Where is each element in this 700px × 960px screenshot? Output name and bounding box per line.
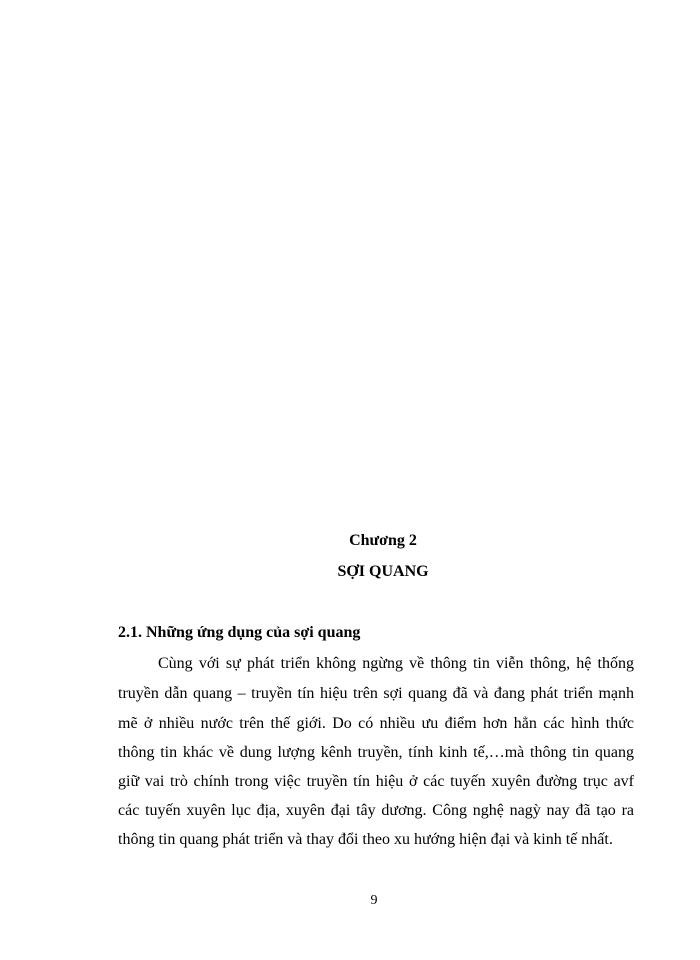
paragraph-line: giữ vai trò chính trong việc truyền tín hiệu ở các tuyến xuyên đường trục avf [118, 773, 634, 790]
paragraph-line: Cùng với sự phát triển không ngừng về thông tin viễn thông, hệ thống [158, 655, 634, 672]
chapter-title: SỢI QUANG [337, 563, 429, 580]
chapter-label: Chương 2 [349, 532, 417, 549]
paragraph-line: thông tin khác về dung lượng kênh truyền, tính kinh tế,…mà thông tin quang [118, 744, 634, 761]
paragraph-line: thông tin quang phát triển và thay đổi theo xu hướng hiện đại và kinh tế nhất. [118, 831, 613, 848]
paragraph-line: mẽ ở nhiều nước trên thế giới. Do có nhiều ưu điểm hơn hẳn các hình thức [118, 715, 634, 732]
paragraph-line: truyền dẫn quang – truyền tín hiệu trên sợi quang đã và đang phát triển mạnh [118, 685, 634, 702]
section-heading: 2.1. Những ứng dụng của sợi quang [118, 624, 361, 641]
paragraph-line: các tuyến xuyên lục địa, xuyên đại tây dương. Công nghệ nagỳ nay đã tạo ra [118, 802, 634, 819]
page-number: 9 [370, 893, 378, 908]
